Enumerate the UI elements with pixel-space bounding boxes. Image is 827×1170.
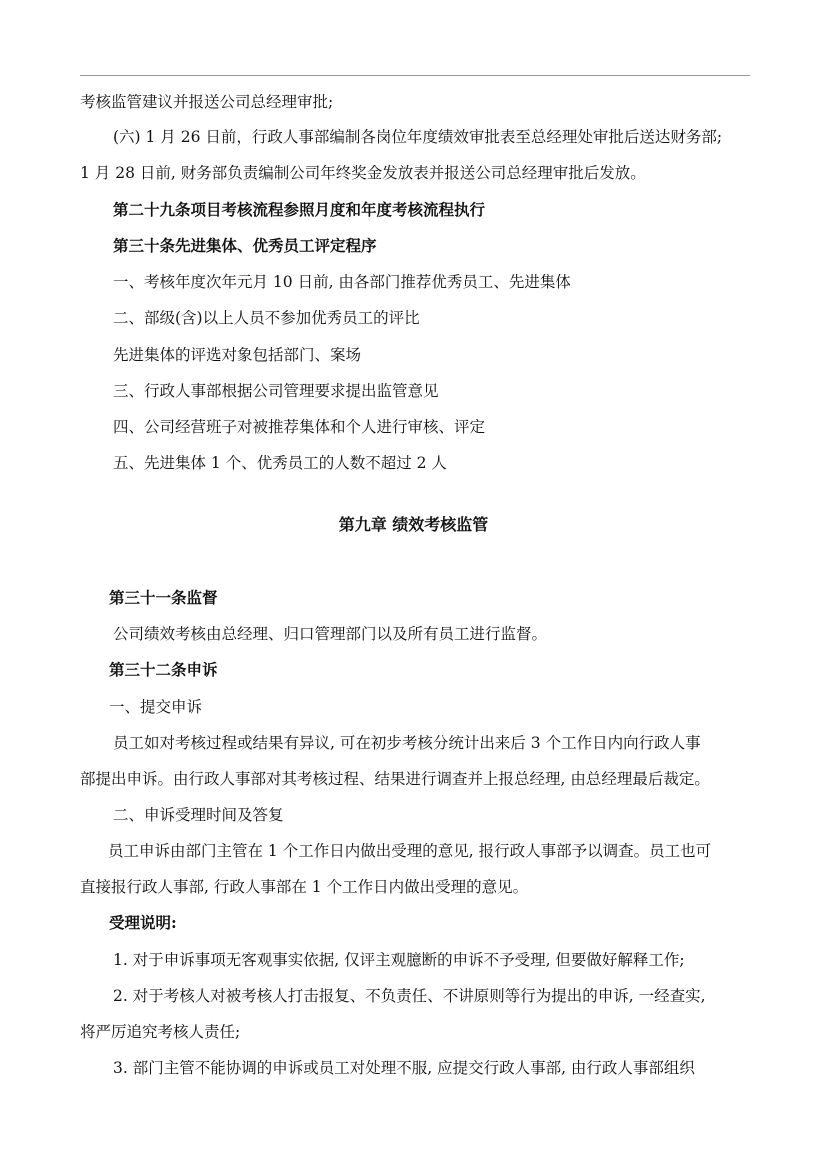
- article-30-heading: 第三十条先进集体、优秀员工评定程序: [113, 236, 377, 255]
- note-3: 3. 部门主管不能协调的申诉或员工对处理不服, 应提交行政人事部, 由行政人事部组织: [113, 1059, 695, 1077]
- section-1-title: 一、提交申诉: [109, 698, 203, 716]
- article-29-heading: 第二十九条项目考核流程参照月度和年度考核流程执行: [113, 200, 486, 219]
- article-32-heading: 第三十二条申诉: [109, 660, 218, 679]
- section-2-paragraph-line-2: 直接报行政人事部, 行政人事部在 1 个工作日内做出受理的意见。: [80, 878, 529, 896]
- list-item: 五、先进集体 1 个、优秀员工的人数不超过 2 人: [113, 454, 447, 472]
- section-1-paragraph-line-2: 部提出申诉。由行政人事部对其考核过程、结果进行调查并上报总经理, 由总经理最后裁定。: [80, 770, 710, 788]
- list-item: 四、公司经营班子对被推荐集体和个人进行审核、评定: [113, 418, 486, 436]
- text-line-2: (六) 1 月 26 日前，行政人事部编制各岗位年度绩效审批表至总经理处审批后送达财务部;: [113, 128, 723, 146]
- list-item: 三、行政人事部根据公司管理要求提出监管意见: [113, 382, 439, 400]
- note-1: 1. 对于申诉事项无客观事实依据, 仅评主观臆断的申诉不予受理, 但要做好解释工作;: [113, 951, 685, 969]
- article-31-text: 公司绩效考核由总经理、归口管理部门以及所有员工进行监督。: [113, 625, 548, 643]
- text-line-3: 1 月 28 日前, 财务部负责编制公司年终奖金发放表并报送公司总经理审批后发放。: [80, 164, 646, 182]
- notes-title: 受理说明:: [109, 913, 177, 932]
- note-2-line-1: 2. 对于考核人对被考核人打击报复、不负责任、不讲原则等行为提出的申诉, 一经查实,: [113, 987, 706, 1005]
- section-1-paragraph-line-1: 员工如对考核过程或结果有异议, 可在初步考核分统计出来后 3 个工作日内向行政人事: [113, 734, 701, 752]
- section-2-paragraph-line-1: 员工申诉由部门主管在 1 个工作日内做出受理的意见, 报行政人事部予以调查。员工也可: [108, 842, 712, 860]
- article-31-heading: 第三十一条监督: [109, 588, 218, 607]
- chapter-title: 第九章 绩效考核监管: [338, 515, 489, 534]
- section-2-title: 二、申诉受理时间及答复: [113, 806, 284, 824]
- list-item: 一、考核年度次年元月 10 日前, 由各部门推荐优秀员工、先进集体: [113, 273, 571, 291]
- list-item: 二、部级(含)以上人员不参加优秀员工的评比: [113, 309, 420, 327]
- note-2-line-2: 将严厉追究考核人责任;: [80, 1023, 241, 1041]
- list-item: 先进集体的评选对象包括部门、案场: [113, 346, 362, 364]
- header-rule: [80, 75, 750, 76]
- text-line-1: 考核监管建议并报送公司总经理审批;: [80, 93, 334, 111]
